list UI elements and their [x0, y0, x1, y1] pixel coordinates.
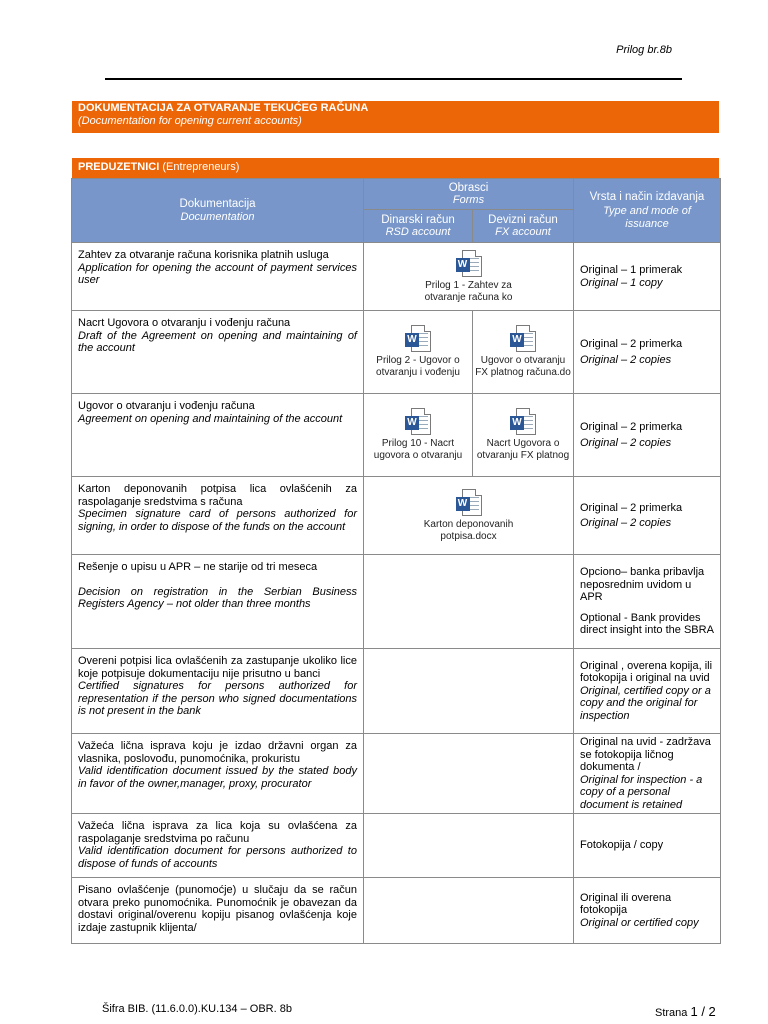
rsd-form-cell — [364, 878, 574, 944]
issuance-en: Original, certified copy or a copy and the original for inspection — [580, 684, 711, 722]
documentation-cell — [72, 734, 364, 814]
documents-table — [71, 178, 721, 944]
table-row — [72, 649, 721, 734]
word-document-icon: W — [510, 325, 536, 353]
table-row — [72, 311, 721, 394]
file-name: otvaranju i vođenju — [376, 367, 460, 378]
issuance-en: Optional - Bank provides direct insight into the SBRA — [580, 611, 714, 637]
issuance-en: Original – 2 copies — [580, 353, 672, 366]
word-document-icon: W — [456, 489, 482, 517]
file-name: ugovora o otvaranju — [373, 450, 463, 461]
section-banner — [72, 158, 719, 178]
file-name: Prilog 2 - Ugovor o — [376, 355, 460, 366]
table-row — [72, 394, 721, 477]
file-name: otvaranje računa ko — [424, 291, 513, 303]
rsd-form-cell — [364, 394, 473, 477]
document-subtitle: (Documentation for opening current accounts) — [78, 115, 302, 127]
file-name: Prilog 10 - Nacrt — [381, 438, 455, 449]
header-rsd-account: Dinarski račun RSD account — [364, 210, 473, 243]
issuance-en: Original – 1 copy — [580, 276, 663, 289]
rsd-form-cell — [364, 649, 574, 734]
word-document-icon: W — [405, 325, 431, 353]
attached-file[interactable] — [477, 408, 569, 462]
issuance-type-cell — [574, 814, 721, 878]
table-row — [72, 477, 721, 555]
documentation-cell — [72, 243, 364, 311]
documentation-cell — [72, 394, 364, 477]
documentation-sr: Karton deponovanih potpisa lica ovlašćenih za raspolaganje sredstvima s računa — [78, 483, 357, 508]
file-name: Prilog 1 - Zahtev za — [425, 279, 512, 291]
issuance-type-cell — [574, 394, 721, 477]
file-name: FX platnog računa.do — [475, 367, 571, 378]
documentation-en: Certified signatures for persons authorized for representation if the person who signed documentations is not present in the bank — [78, 680, 357, 717]
documentation-en: Draft of the Agreement on opening and maintaining of the account — [78, 329, 357, 354]
file-name: Ugovor o otvaranju — [480, 355, 566, 366]
rsd-form-cell — [364, 555, 574, 649]
fx-form-cell — [473, 394, 574, 477]
issuance-sr: Original – 2 primerka — [580, 338, 683, 350]
issuance-en: Original for inspection - a copy of a personal document is retained — [580, 773, 703, 811]
issuance-type-cell — [574, 878, 721, 944]
documentation-sr: Rešenje o upisu u APR – ne starije od tri meseca — [78, 561, 318, 573]
documentation-cell — [72, 649, 364, 734]
rsd-form-cell — [364, 814, 574, 878]
issuance-sr: Original – 2 primerka — [580, 421, 683, 433]
attached-file[interactable] — [376, 325, 460, 379]
attached-file[interactable] — [424, 489, 514, 543]
issuance-en: Original – 2 copies — [580, 436, 672, 449]
table-row — [72, 555, 721, 649]
documentation-cell — [72, 477, 364, 555]
header-forms: Obrasci Forms — [364, 179, 574, 210]
word-document-icon: W — [510, 408, 536, 436]
issuance-type-cell — [574, 311, 721, 394]
issuance-type-cell — [574, 243, 721, 311]
word-document-icon: W — [405, 408, 431, 436]
issuance-en: Original or certified copy — [580, 916, 699, 929]
issuance-type-cell — [574, 555, 721, 649]
attachment-number: Prilog br.8b — [616, 44, 672, 56]
file-name: otvaranju FX platnog — [476, 450, 570, 461]
attached-file[interactable] — [475, 325, 571, 379]
documentation-sr: Overeni potpisi lica ovlašćenih za zastupanje ukoliko lice koje potpisuje dokumentaciju nije prisutno u banci — [78, 655, 357, 680]
issuance-type-cell — [574, 477, 721, 555]
documentation-cell — [72, 311, 364, 394]
issuance-type-cell — [574, 649, 721, 734]
issuance-sr: Opciono– banka pribavlja neposrednim uvidom u APR — [580, 566, 705, 604]
documentation-cell — [72, 814, 364, 878]
document-title-banner — [72, 101, 719, 133]
issuance-sr: Original – 2 primerka — [580, 501, 683, 514]
documentation-en: Application for opening the account of payment services user — [78, 261, 357, 286]
file-name: Karton deponovanih — [423, 518, 514, 530]
file-name: potpisa.docx — [440, 530, 497, 542]
issuance-sr: Original ili overena fotokopija — [580, 891, 672, 917]
documentation-sr: Nacrt Ugovora o otvaranju i vođenju računa — [78, 317, 291, 329]
issuance-sr: Fotokopija / copy — [580, 839, 664, 852]
header-rule — [105, 78, 682, 80]
file-name: Nacrt Ugovora o — [486, 438, 560, 449]
issuance-sr: Original , overena kopija, ili fotokopija i original na uvid — [580, 659, 713, 685]
documentation-sr: Ugovor o otvaranju i vođenju računa — [78, 400, 255, 412]
table-row — [72, 814, 721, 878]
issuance-en: Original – 2 copies — [580, 517, 672, 529]
header-documentation: Dokumentacija Documentation — [72, 179, 364, 243]
attached-file[interactable] — [425, 250, 513, 304]
documentation-en: Valid identification document for persons authorized to dispose of funds of accounts — [78, 845, 357, 870]
documentation-sr: Važeća lična isprava za lica koja su ovlašćena za raspolaganje sredstvima po računu — [78, 820, 357, 845]
document-title: DOKUMENTACIJA ZA OTVARANJE TEKUĆEG RAČUNA — [78, 102, 369, 114]
documentation-en: Agreement on opening and maintaining of the account — [78, 412, 343, 425]
rsd-form-cell — [364, 734, 574, 814]
table-row — [72, 734, 721, 814]
document-code: Šifra BIB. (11.6.0.0).KU.134 – OBR. 8b — [102, 1003, 292, 1015]
forms-cell — [364, 243, 574, 311]
issuance-type-cell — [574, 734, 721, 814]
header-type: Vrsta i način izdavanja Type and mode of issuance — [574, 179, 721, 243]
word-document-icon: W — [456, 250, 482, 278]
documentation-cell — [72, 878, 364, 944]
attached-file[interactable] — [374, 408, 462, 462]
issuance-sr: Original – 1 primerak — [580, 264, 683, 276]
section-subtitle: (Entrepreneurs) — [162, 161, 240, 173]
page-number: Strana 1 / 2 — [655, 1004, 716, 1019]
documentation-en: Valid identification document issued by the stated body in favor of the owner,manager, proxy, procurator — [78, 765, 357, 790]
forms-cell — [364, 477, 574, 555]
documentation-en: Decision on registration in the Serbian Business Registers Agency – not older than three months — [78, 585, 357, 610]
documentation-sr: Važeća lična isprava koju je izdao državni organ za vlasnika, poslovođu, punomoćnika, prokuristu — [78, 740, 357, 765]
header-fx-account: Devizni račun FX account — [473, 210, 574, 243]
issuance-sr: Original na uvid - zadržava se fotokopija ličnog dokumenta / — [580, 736, 711, 773]
section-title: PREDUZETNICI — [78, 161, 160, 173]
fx-form-cell — [473, 311, 574, 394]
documentation-en: Specimen signature card of persons authorized for signing, in order to dispose of the funds on the account — [78, 508, 357, 533]
table-row — [72, 243, 721, 311]
documentation-cell — [72, 555, 364, 649]
documentation-sr: Pisano ovlašćenje (punomoćje) u slučaju da se račun otvara preko punomoćnika. Punomoćnik je obavezan da dostavi original/overenu kopiju pisanog ovlašćenja koje izdaje zastupnik klijenta/ — [78, 884, 357, 934]
table-row — [72, 878, 721, 944]
documentation-sr: Zahtev za otvaranje računa korisnika platnih usluga — [78, 249, 329, 261]
rsd-form-cell — [364, 311, 473, 394]
